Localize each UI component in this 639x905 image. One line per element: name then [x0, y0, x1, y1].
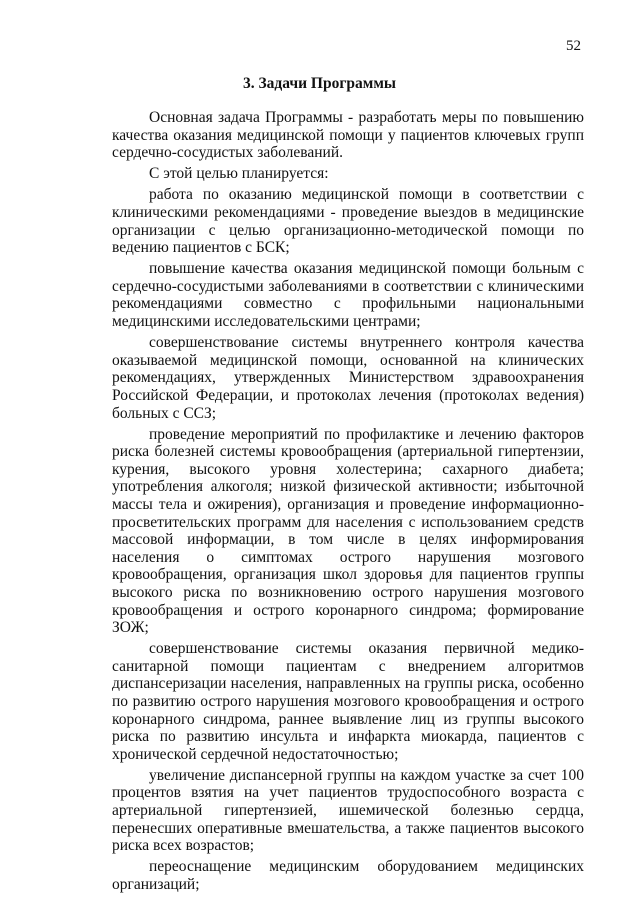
section-title: 3. Задачи Программы: [242, 75, 396, 92]
paragraph-prevention: проведение мероприятий по профилактике и лечению факторов риска болезней системы кровообращения (артериальной гипертензии, курения, высокого уровня холестерина; сахарного диабета; употребления алкоголя; низкой физической активности; избыточной массы тела и ожирения), организация и проведение информационно-просветительских программ для населения с использованием средств массовой информации, в том числе в целях информирования населения о симптомах острого нарушения мозгового кровообращения, организация школ здоровья для пациентов группы высокого риска по возникновению острого нарушения мозгового кровообращения и острого коронарного синдрома; формирование ЗОЖ;: [112, 425, 584, 637]
paragraph-clinical-guidelines: работа по оказанию медицинской помощи в соответствии с клиническими рекомендациями - проведение выездов в медицинские организации с целью организационно-методической помощи по ведению пациентов с БСК;: [112, 186, 584, 257]
paragraph-dispensary-group: увеличение диспансерной группы на каждом участке за счет 100 процентов взятия на учет пациентов трудоспособного возраста с артериальной гипертензией, ишемической болезнью сердца, перенесших оперативные вмешательства, а также пациентов высокого риска всех возрастов;: [112, 766, 584, 855]
section-body: [112, 109, 584, 897]
paragraph-main-goal: Основная задача Программы - разработать меры по повышению качества оказания медицинской помощи у пациентов ключевых групп сердечно-сосудистых заболеваний.: [112, 109, 584, 162]
paragraph-internal-control: совершенствование системы внутреннего контроля качества оказываемой медицинской помощи, основанной на клинических рекомендациях, утвержденных Министерством здравоохранения Российской Федерации, и протоколах лечения (протоколах ведения) больных с ССЗ;: [112, 334, 584, 422]
paragraph-intro: С этой целью планируется:: [149, 165, 329, 183]
paragraph-equipment: переоснащение медицинским оборудованием медицинских организаций;: [112, 858, 584, 893]
page-number: 52: [566, 38, 581, 54]
paragraph-quality-improvement: повышение качества оказания медицинской помощи больным с сердечно-сосудистыми заболеваниями в соответствии с клиническими рекомендациями совместно с профильными национальными медицинскими исследовательскими центрами;: [112, 260, 584, 331]
paragraph-primary-care: совершенствование системы оказания первичной медико-санитарной помощи пациентам с внедрением алгоритмов диспансеризации населения, направленных на группы риска, особенно по развитию острого нарушения мозгового кровообращения и острого коронарного синдрома, раннее выявление лиц из группы высокого риска по развитию инсульта и инфаркта миокарда, пациентов с хронической сердечной недостаточностью;: [112, 640, 584, 763]
